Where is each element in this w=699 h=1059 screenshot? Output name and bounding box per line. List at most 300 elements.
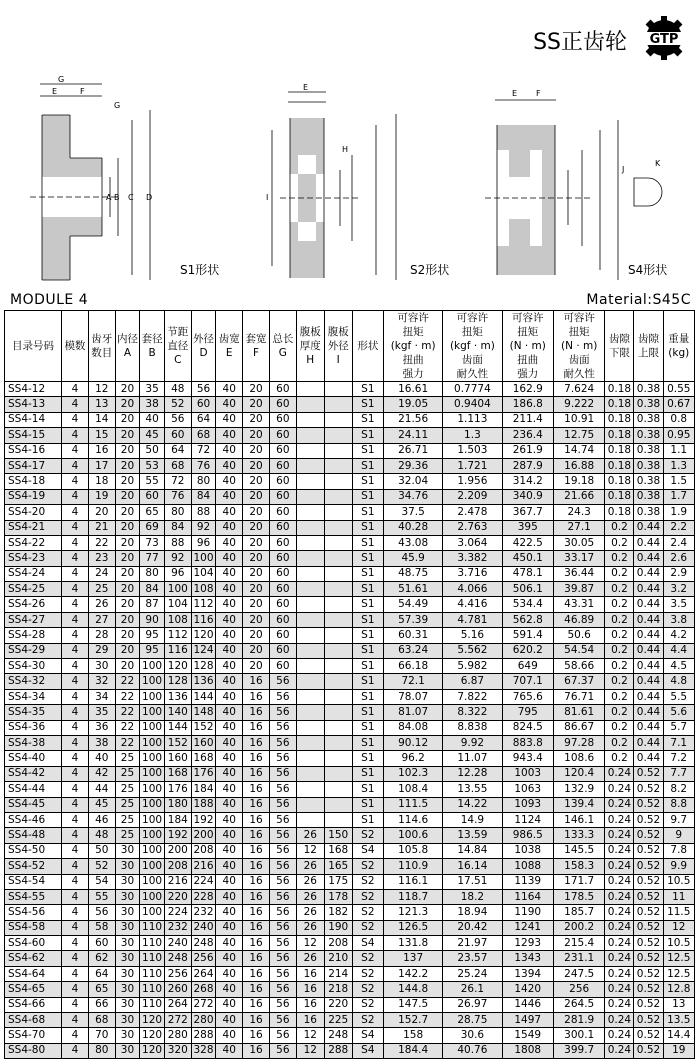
table-cell: 4 [62,628,89,643]
table-cell: 80 [88,1043,115,1058]
table-cell [296,689,324,704]
table-cell: 26 [296,859,324,874]
table-cell [296,489,324,504]
table-cell: 16 [243,797,270,812]
catalog-number-cell: SS4-50 [5,843,62,858]
table-cell: 100 [140,766,165,781]
table-cell: 158 [384,1028,443,1043]
svg-text:F: F [536,89,541,98]
table-cell: 56 [269,905,296,920]
table-cell: 16.88 [553,458,604,473]
table-cell: 66.18 [384,659,443,674]
table-cell: 90.12 [384,735,443,750]
table-cell: 268 [191,982,216,997]
table-cell: 19.18 [553,474,604,489]
column-header-line: I [336,354,340,366]
table-cell: 168 [164,766,191,781]
table-cell: 21.97 [443,936,502,951]
table-cell: 20 [243,566,270,581]
table-cell [324,520,352,535]
table-cell: 76 [191,458,216,473]
table-cell: 23.57 [443,951,502,966]
table-cell [296,505,324,520]
table-cell: 100 [140,874,165,889]
table-cell: 1.113 [443,412,502,427]
table-cell: 4.4 [663,643,694,658]
table-cell: 4 [62,489,89,504]
table-cell: 40 [216,566,243,581]
table-cell: 40 [88,751,115,766]
column-header-line: 内径 [116,333,138,345]
table-cell: 40 [216,612,243,627]
table-cell: 152 [164,735,191,750]
table-cell: 116 [164,643,191,658]
table-cell: 0.44 [634,597,663,612]
catalog-number-cell: SS4-28 [5,628,62,643]
table-cell: 591.4 [502,628,553,643]
catalog-number-cell: SS4-54 [5,874,62,889]
table-row [5,458,695,473]
table-cell: 320 [164,1043,191,1058]
table-cell [324,797,352,812]
table-cell: 40 [216,735,243,750]
table-cell: 69 [140,520,165,535]
table-cell: 218 [324,982,352,997]
table-cell: 108.4 [384,782,443,797]
table-cell: 1190 [502,905,553,920]
column-header [88,311,115,382]
table-cell: 1420 [502,982,553,997]
table-cell: 121.3 [384,905,443,920]
table-cell: 110 [140,951,165,966]
table-cell: 0.52 [634,797,663,812]
table-cell: 20 [243,643,270,658]
table-header-row [5,311,695,382]
table-cell: 27 [88,612,115,627]
table-cell: 13.59 [443,828,502,843]
table-cell: 287.9 [502,458,553,473]
table-cell: 60 [269,520,296,535]
table-cell: 96 [164,566,191,581]
catalog-number-cell: SS4-27 [5,612,62,627]
table-row [5,735,695,750]
column-header [605,311,634,382]
table-cell: 0.52 [634,874,663,889]
table-cell: 0.38 [634,412,663,427]
table-cell: 4 [62,797,89,812]
table-cell: 4 [62,751,89,766]
svg-text:H: H [342,145,349,154]
table-cell: 120 [191,628,216,643]
table-cell: 186.8 [502,397,553,412]
table-cell: 11 [663,889,694,904]
table-cell: 16 [243,674,270,689]
table-row [5,812,695,827]
table-cell: 20 [115,612,140,627]
table-cell: 280 [164,1028,191,1043]
table-cell: 5.7 [663,720,694,735]
table-cell: 60 [269,443,296,458]
table-cell: 116 [191,612,216,627]
catalog-number-cell: SS4-52 [5,859,62,874]
catalog-number-cell: SS4-18 [5,474,62,489]
table-cell: 40.28 [384,520,443,535]
table-cell: 0.52 [634,1043,663,1058]
table-cell: 70 [88,1028,115,1043]
table-cell: 124 [191,643,216,658]
table-cell: 0.2 [605,535,634,550]
table-cell: 60 [269,582,296,597]
catalog-number-cell: SS4-66 [5,997,62,1012]
table-cell: 20 [115,505,140,520]
table-cell: 110 [140,997,165,1012]
table-cell: 20 [243,551,270,566]
table-cell: 328 [191,1043,216,1058]
table-cell: 1038 [502,843,553,858]
table-cell: 168 [324,843,352,858]
table-row [5,705,695,720]
table-cell [296,412,324,427]
column-header-line: 齿面 [568,354,590,366]
column-header-line: (N · m) [561,340,598,352]
table-cell: 0.24 [605,797,634,812]
catalog-number-cell: SS4-80 [5,1043,62,1058]
table-row [5,951,695,966]
column-header [443,311,502,382]
table-cell: 1088 [502,859,553,874]
table-cell: 2.4 [663,535,694,550]
table-cell [296,443,324,458]
column-header [502,311,553,382]
table-cell: 0.38 [634,489,663,504]
table-cell: 25 [115,766,140,781]
table-cell: 30 [115,889,140,904]
table-cell: 65 [88,982,115,997]
table-cell: 200.2 [553,920,604,935]
table-cell: 56 [269,720,296,735]
column-header-line: 套宽 [245,333,267,345]
table-cell: 178.5 [553,889,604,904]
table-cell: 13.55 [443,782,502,797]
table-cell: 20 [115,551,140,566]
table-cell: 12.5 [663,951,694,966]
table-cell: 56 [164,412,191,427]
table-cell: 16 [243,997,270,1012]
table-cell: 40 [140,412,165,427]
table-cell: 16 [243,720,270,735]
table-cell: 986.5 [502,828,553,843]
table-cell: 100 [140,843,165,858]
table-cell: S1 [352,612,383,627]
table-cell: 56 [269,828,296,843]
table-cell: 84 [164,520,191,535]
table-cell: 0.2 [605,628,634,643]
table-cell: 200 [164,843,191,858]
svg-text:F: F [80,87,85,96]
column-header [191,311,216,382]
table-cell: 4.8 [663,674,694,689]
table-cell: S1 [352,797,383,812]
table-cell: 0.44 [634,751,663,766]
table-row [5,766,695,781]
table-cell: 25 [115,828,140,843]
table-cell: 0.18 [605,489,634,504]
table-cell: 9.222 [553,397,604,412]
table-cell: 1164 [502,889,553,904]
table-cell: 264 [164,997,191,1012]
table-cell: 40 [216,966,243,981]
table-cell: 0.44 [634,720,663,735]
table-row [5,797,695,812]
table-cell: 54 [88,874,115,889]
table-cell: 56 [269,1028,296,1043]
table-cell: 40 [216,1043,243,1058]
table-cell: 30 [115,1028,140,1043]
table-cell: 25 [115,782,140,797]
table-row [5,551,695,566]
table-row [5,520,695,535]
table-cell: 110 [140,920,165,935]
table-cell: 92 [164,551,191,566]
table-cell: 30.6 [443,1028,502,1043]
catalog-number-cell: SS4-19 [5,489,62,504]
table-cell: 236.4 [502,428,553,443]
table-cell: 9 [663,828,694,843]
svg-text:G: G [58,75,65,84]
table-cell: S1 [352,597,383,612]
table-cell: 340.9 [502,489,553,504]
table-cell: 57.39 [384,612,443,627]
table-cell: 0.52 [634,997,663,1012]
table-cell: 108 [164,612,191,627]
table-cell: 87 [140,597,165,612]
table-cell: 0.24 [605,936,634,951]
table-row [5,997,695,1012]
table-cell [296,659,324,674]
table-cell: 52 [164,397,191,412]
table-cell: 90 [140,612,165,627]
table-cell: 182 [324,905,352,920]
table-cell: 56 [269,982,296,997]
table-cell: 10.5 [663,936,694,951]
svg-text:E: E [512,89,518,98]
module-label: MODULE 4 [10,292,89,308]
table-cell: 95 [140,628,165,643]
table-cell: S1 [352,766,383,781]
column-header-line: H [306,354,315,366]
table-cell: 30 [115,936,140,951]
table-cell: 95 [140,643,165,658]
catalog-number-cell: SS4-55 [5,889,62,904]
table-cell: 40 [216,797,243,812]
table-cell: 40 [216,1013,243,1028]
table-cell: 30.05 [553,535,604,550]
table-cell: 56 [269,766,296,781]
table-cell: 0.38 [634,443,663,458]
column-header [243,311,270,382]
table-cell: S1 [352,643,383,658]
table-cell: 272 [164,1013,191,1028]
table-cell: 0.2 [605,566,634,581]
table-cell: 30 [88,659,115,674]
table-body [5,382,695,1059]
table-cell: 60 [191,397,216,412]
table-cell: 0.8 [663,412,694,427]
table-cell: 0.52 [634,782,663,797]
table-cell: 0.24 [605,951,634,966]
table-cell: 16 [88,443,115,458]
table-cell: 16 [243,982,270,997]
table-cell: 1.503 [443,443,502,458]
table-cell: 65 [140,505,165,520]
table-cell: 2.6 [663,551,694,566]
table-cell: S1 [352,412,383,427]
table-cell: 56 [269,782,296,797]
table-cell: 60 [269,428,296,443]
table-cell: 26 [296,889,324,904]
table-cell: 76.71 [553,689,604,704]
table-cell: 10.91 [553,412,604,427]
table-cell: 260 [164,982,191,997]
table-row [5,982,695,997]
table-cell: 108.6 [553,751,604,766]
table-cell: 0.44 [634,582,663,597]
table-cell: 88 [191,505,216,520]
table-cell: 20 [243,535,270,550]
table-cell: 4.416 [443,597,502,612]
table-cell: 765.6 [502,689,553,704]
table-cell: 40 [216,428,243,443]
table-cell: 20 [243,474,270,489]
table-cell: 26 [88,597,115,612]
catalog-number-cell: SS4-29 [5,643,62,658]
table-cell: 30 [115,982,140,997]
table-cell: 12 [296,843,324,858]
table-cell: 1394 [502,966,553,981]
column-header [352,311,383,382]
column-header-line: 形状 [357,340,379,352]
table-cell: 506.1 [502,582,553,597]
table-cell: 63.24 [384,643,443,658]
table-cell: 9.9 [663,859,694,874]
table-cell: 110 [140,982,165,997]
table-cell: 4.781 [443,612,502,627]
table-cell: 20 [115,520,140,535]
table-cell: 0.52 [634,920,663,935]
table-cell: 824.5 [502,720,553,735]
table-cell: 58 [88,920,115,935]
table-cell: 25.24 [443,966,502,981]
table-cell: 16 [243,766,270,781]
column-header-line: 齿牙 [91,333,113,345]
table-cell: 16 [243,812,270,827]
table-cell: 4 [62,951,89,966]
table-cell: 4 [62,382,89,397]
table-cell: 4 [62,966,89,981]
table-cell: 62 [88,951,115,966]
table-cell [296,612,324,627]
table-cell: 1343 [502,951,553,966]
table-cell: 26.1 [443,982,502,997]
table-cell: 60 [269,397,296,412]
table-cell: 146.1 [553,812,604,827]
table-cell: 1808 [502,1043,553,1058]
table-cell: 60 [269,489,296,504]
table-cell: 40 [216,874,243,889]
table-cell: 4 [62,458,89,473]
table-row [5,612,695,627]
table-cell: S2 [352,920,383,935]
catalog-number-cell: SS4-32 [5,674,62,689]
table-cell: 20 [115,643,140,658]
table-cell: 4 [62,674,89,689]
table-cell: 80 [140,566,165,581]
table-row [5,828,695,843]
table-cell: 4 [62,412,89,427]
table-cell: 20 [115,443,140,458]
table-row [5,535,695,550]
table-cell: 280 [191,1013,216,1028]
table-cell: 4 [62,520,89,535]
column-header [663,311,694,382]
table-row [5,689,695,704]
table-cell: 60 [269,474,296,489]
table-cell [296,812,324,827]
table-cell: 0.52 [634,889,663,904]
svg-text:C: C [128,193,134,202]
column-header-line: 耐久性 [563,368,595,380]
table-cell: 184.4 [384,1043,443,1058]
column-header-line: 齿隙 [608,333,630,345]
table-cell: 100 [140,812,165,827]
table-cell: 200 [191,828,216,843]
table-row [5,782,695,797]
table-cell: 16 [296,982,324,997]
table-cell: 56 [269,797,296,812]
table-cell: 7.822 [443,689,502,704]
table-cell: 5.562 [443,643,502,658]
table-cell: 248 [324,1028,352,1043]
table-row [5,859,695,874]
table-cell: 4 [62,443,89,458]
table-cell: 56 [269,705,296,720]
table-cell: 534.4 [502,597,553,612]
catalog-number-cell: SS4-65 [5,982,62,997]
table-row [5,443,695,458]
table-cell [324,535,352,550]
table-cell: 228 [191,889,216,904]
svg-text:E: E [303,83,309,92]
catalog-number-cell: SS4-36 [5,720,62,735]
table-cell: 2.478 [443,505,502,520]
table-cell: 4 [62,705,89,720]
table-cell: 232 [191,905,216,920]
s4-diagram [485,100,662,280]
table-cell: 81.61 [553,705,604,720]
table-cell: 0.24 [605,905,634,920]
table-cell: 40 [216,382,243,397]
table-cell [324,597,352,612]
table-cell: 40 [216,443,243,458]
table-row [5,505,695,520]
table-cell: 60 [269,597,296,612]
table-cell: 225 [324,1013,352,1028]
column-header-line: A [123,347,132,359]
table-cell: 450.1 [502,551,553,566]
table-cell: 16 [243,936,270,951]
catalog-number-cell: SS4-34 [5,689,62,704]
table-cell: S1 [352,382,383,397]
